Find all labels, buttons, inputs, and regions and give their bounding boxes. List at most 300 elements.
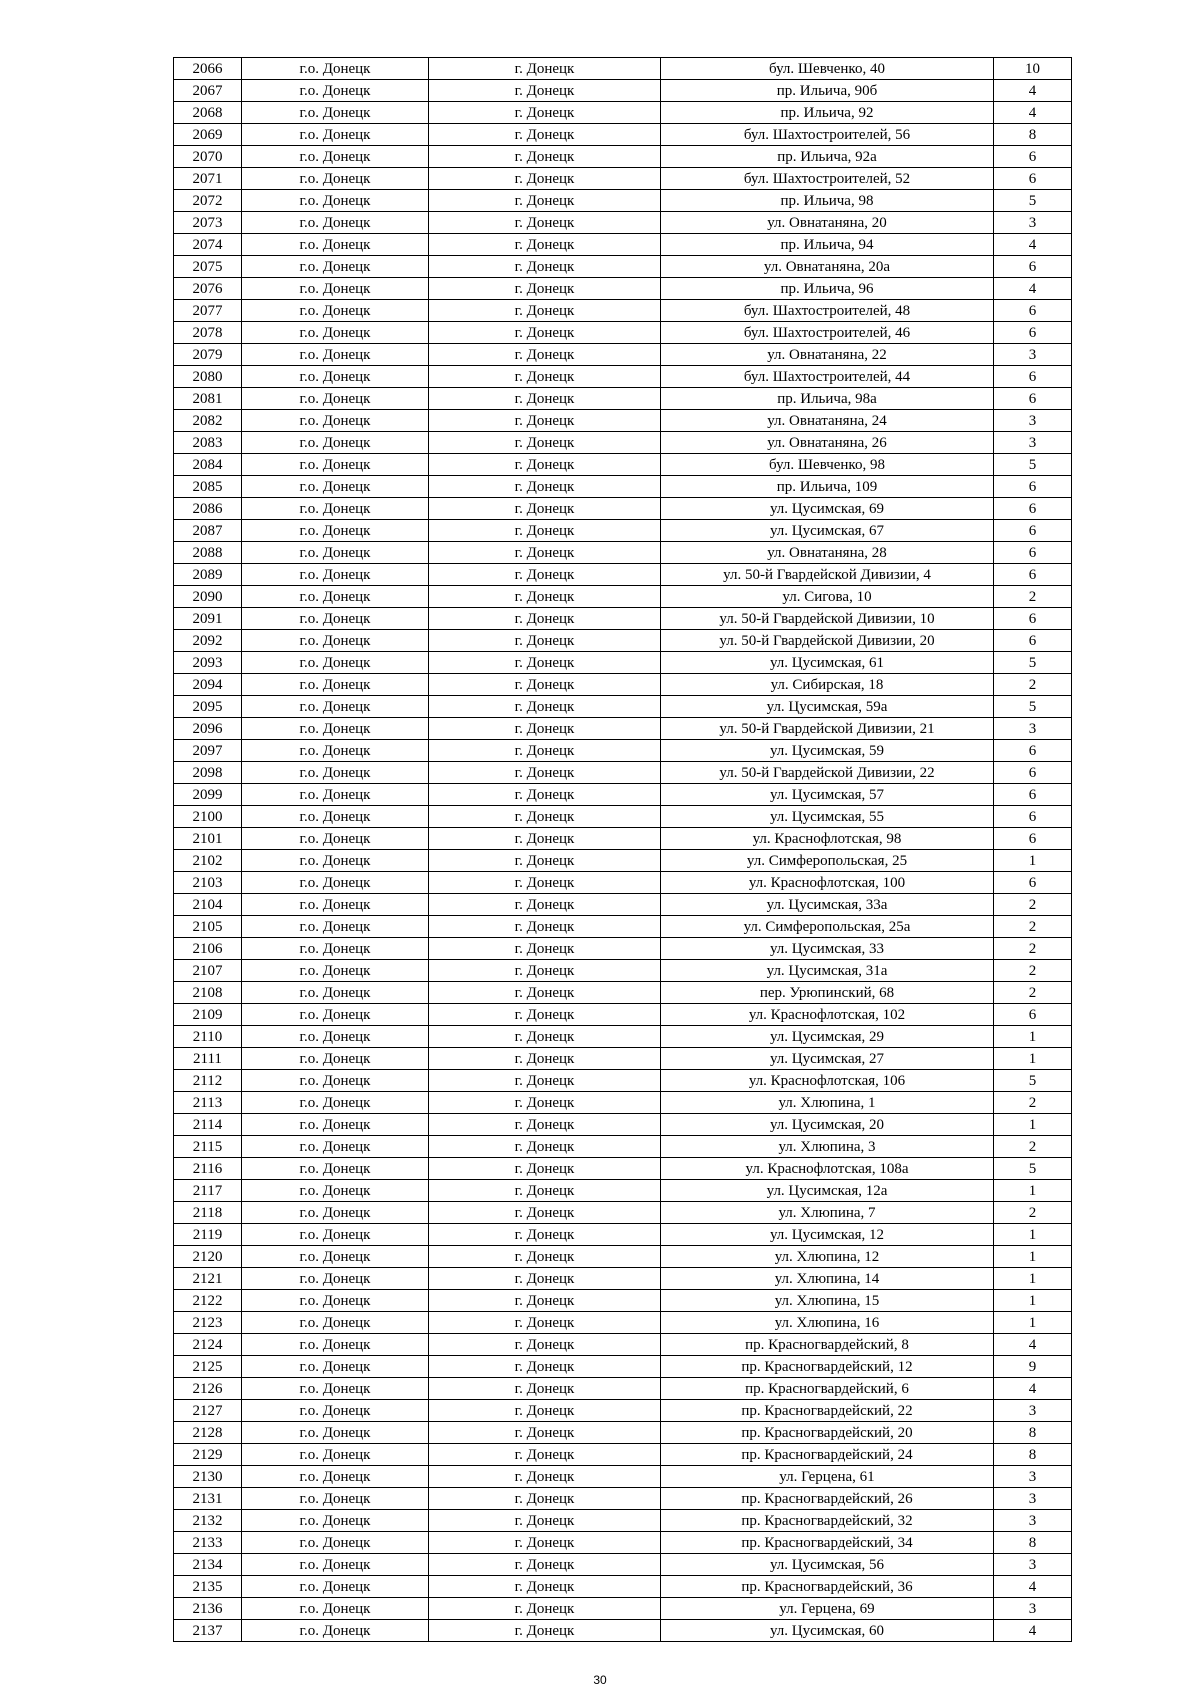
table-row [174, 1378, 1072, 1400]
okrug-cell: г.о. Донецк [242, 1400, 429, 1422]
city-cell: г. Донецк [429, 388, 661, 410]
city-cell: г. Донецк [429, 146, 661, 168]
row-number-cell: 2081 [174, 388, 242, 410]
count-cell: 3 [994, 1466, 1072, 1488]
address-cell: бул. Шевченко, 40 [661, 58, 994, 80]
row-number-cell: 2130 [174, 1466, 242, 1488]
table-row [174, 300, 1072, 322]
count-cell: 1 [994, 1026, 1072, 1048]
address-cell: ул. Краснофлотская, 100 [661, 872, 994, 894]
city-cell: г. Донецк [429, 124, 661, 146]
okrug-cell: г.о. Донецк [242, 300, 429, 322]
city-cell: г. Донецк [429, 1004, 661, 1026]
address-cell: пр. Красногвардейский, 8 [661, 1334, 994, 1356]
table-row [174, 1004, 1072, 1026]
row-number-cell: 2098 [174, 762, 242, 784]
city-cell: г. Донецк [429, 476, 661, 498]
city-cell: г. Донецк [429, 1510, 661, 1532]
table-row [174, 1048, 1072, 1070]
address-cell: ул. 50-й Гвардейской Дивизии, 21 [661, 718, 994, 740]
address-cell: ул. Овнатаняна, 20а [661, 256, 994, 278]
count-cell: 3 [994, 344, 1072, 366]
table-row [174, 828, 1072, 850]
address-cell: пр. Красногвардейский, 36 [661, 1576, 994, 1598]
address-cell: ул. 50-й Гвардейской Дивизии, 10 [661, 608, 994, 630]
address-cell: пр. Красногвардейский, 24 [661, 1444, 994, 1466]
table-row [174, 586, 1072, 608]
address-cell: ул. Цусимская, 69 [661, 498, 994, 520]
okrug-cell: г.о. Донецк [242, 190, 429, 212]
okrug-cell: г.о. Донецк [242, 1378, 429, 1400]
row-number-cell: 2106 [174, 938, 242, 960]
okrug-cell: г.о. Донецк [242, 410, 429, 432]
okrug-cell: г.о. Донецк [242, 1004, 429, 1026]
okrug-cell: г.о. Донецк [242, 1422, 429, 1444]
city-cell: г. Донецк [429, 1268, 661, 1290]
okrug-cell: г.о. Донецк [242, 806, 429, 828]
okrug-cell: г.о. Донецк [242, 146, 429, 168]
count-cell: 3 [994, 212, 1072, 234]
count-cell: 6 [994, 542, 1072, 564]
count-cell: 3 [994, 1554, 1072, 1576]
table-row [174, 454, 1072, 476]
okrug-cell: г.о. Донецк [242, 1312, 429, 1334]
row-number-cell: 2083 [174, 432, 242, 454]
address-cell: ул. Цусимская, 12 [661, 1224, 994, 1246]
table-row [174, 1246, 1072, 1268]
city-cell: г. Донецк [429, 168, 661, 190]
row-number-cell: 2129 [174, 1444, 242, 1466]
table-row [174, 388, 1072, 410]
count-cell: 3 [994, 718, 1072, 740]
okrug-cell: г.о. Донецк [242, 102, 429, 124]
count-cell: 2 [994, 916, 1072, 938]
city-cell: г. Донецк [429, 300, 661, 322]
row-number-cell: 2091 [174, 608, 242, 630]
count-cell: 4 [994, 1576, 1072, 1598]
address-cell: ул. Овнатаняна, 26 [661, 432, 994, 454]
city-cell: г. Донецк [429, 1598, 661, 1620]
table-row [174, 1510, 1072, 1532]
count-cell: 5 [994, 454, 1072, 476]
city-cell: г. Донецк [429, 256, 661, 278]
city-cell: г. Донецк [429, 960, 661, 982]
address-cell: пр. Красногвардейский, 26 [661, 1488, 994, 1510]
count-cell: 1 [994, 1246, 1072, 1268]
count-cell: 6 [994, 806, 1072, 828]
table-row [174, 498, 1072, 520]
table-row [174, 410, 1072, 432]
table-row [174, 1356, 1072, 1378]
row-number-cell: 2137 [174, 1620, 242, 1642]
count-cell: 4 [994, 80, 1072, 102]
count-cell: 5 [994, 190, 1072, 212]
address-cell: бул. Шевченко, 98 [661, 454, 994, 476]
table-row [174, 80, 1072, 102]
table-row [174, 564, 1072, 586]
row-number-cell: 2088 [174, 542, 242, 564]
count-cell: 6 [994, 762, 1072, 784]
table-row [174, 1576, 1072, 1598]
okrug-cell: г.о. Донецк [242, 960, 429, 982]
city-cell: г. Донецк [429, 872, 661, 894]
city-cell: г. Донецк [429, 190, 661, 212]
okrug-cell: г.о. Донецк [242, 1532, 429, 1554]
row-number-cell: 2070 [174, 146, 242, 168]
address-cell: ул. Цусимская, 61 [661, 652, 994, 674]
table-row [174, 718, 1072, 740]
row-number-cell: 2113 [174, 1092, 242, 1114]
okrug-cell: г.о. Донецк [242, 938, 429, 960]
city-cell: г. Донецк [429, 982, 661, 1004]
count-cell: 3 [994, 1488, 1072, 1510]
count-cell: 4 [994, 234, 1072, 256]
okrug-cell: г.о. Донецк [242, 168, 429, 190]
row-number-cell: 2108 [174, 982, 242, 1004]
city-cell: г. Донецк [429, 652, 661, 674]
row-number-cell: 2069 [174, 124, 242, 146]
count-cell: 6 [994, 520, 1072, 542]
row-number-cell: 2067 [174, 80, 242, 102]
okrug-cell: г.о. Донецк [242, 1466, 429, 1488]
address-cell: ул. Хлюпина, 7 [661, 1202, 994, 1224]
row-number-cell: 2076 [174, 278, 242, 300]
city-cell: г. Донецк [429, 1554, 661, 1576]
count-cell: 8 [994, 124, 1072, 146]
row-number-cell: 2096 [174, 718, 242, 740]
table-row [174, 916, 1072, 938]
page-number: 30 [593, 1673, 607, 1687]
address-cell: ул. Симферопольская, 25 [661, 850, 994, 872]
row-number-cell: 2094 [174, 674, 242, 696]
city-cell: г. Донецк [429, 278, 661, 300]
city-cell: г. Донецк [429, 234, 661, 256]
okrug-cell: г.о. Донецк [242, 564, 429, 586]
table-row [174, 1114, 1072, 1136]
city-cell: г. Донецк [429, 1466, 661, 1488]
row-number-cell: 2074 [174, 234, 242, 256]
table-row [174, 1620, 1072, 1642]
table-row [174, 146, 1072, 168]
okrug-cell: г.о. Донецк [242, 234, 429, 256]
address-cell: ул. 50-й Гвардейской Дивизии, 4 [661, 564, 994, 586]
address-cell: пер. Урюпинский, 68 [661, 982, 994, 1004]
address-cell: ул. Цусимская, 20 [661, 1114, 994, 1136]
address-cell: ул. Хлюпина, 1 [661, 1092, 994, 1114]
address-cell: ул. Цусимская, 60 [661, 1620, 994, 1642]
address-cell: ул. Овнатаняна, 20 [661, 212, 994, 234]
table-row [174, 1202, 1072, 1224]
city-cell: г. Донецк [429, 630, 661, 652]
count-cell: 8 [994, 1444, 1072, 1466]
city-cell: г. Донецк [429, 1070, 661, 1092]
address-cell: пр. Ильича, 90б [661, 80, 994, 102]
table-row [174, 1268, 1072, 1290]
city-cell: г. Донецк [429, 564, 661, 586]
okrug-cell: г.о. Донецк [242, 476, 429, 498]
okrug-cell: г.о. Донецк [242, 124, 429, 146]
table-row [174, 894, 1072, 916]
table-row [174, 1092, 1072, 1114]
row-number-cell: 2116 [174, 1158, 242, 1180]
table-row [174, 1444, 1072, 1466]
city-cell: г. Донецк [429, 1048, 661, 1070]
count-cell: 8 [994, 1532, 1072, 1554]
address-cell: бул. Шахтостроителей, 52 [661, 168, 994, 190]
address-cell: ул. Герцена, 69 [661, 1598, 994, 1620]
table-row [174, 806, 1072, 828]
city-cell: г. Донецк [429, 1400, 661, 1422]
city-cell: г. Донецк [429, 718, 661, 740]
city-cell: г. Донецк [429, 1180, 661, 1202]
address-cell: ул. Овнатаняна, 28 [661, 542, 994, 564]
table-row [174, 696, 1072, 718]
count-cell: 2 [994, 586, 1072, 608]
count-cell: 3 [994, 1400, 1072, 1422]
count-cell: 1 [994, 1180, 1072, 1202]
address-cell: ул. Цусимская, 33а [661, 894, 994, 916]
count-cell: 4 [994, 1378, 1072, 1400]
city-cell: г. Донецк [429, 498, 661, 520]
address-cell: ул. Цусимская, 56 [661, 1554, 994, 1576]
okrug-cell: г.о. Донецк [242, 1246, 429, 1268]
count-cell: 3 [994, 410, 1072, 432]
address-cell: ул. Герцена, 61 [661, 1466, 994, 1488]
table-row [174, 322, 1072, 344]
city-cell: г. Донецк [429, 1202, 661, 1224]
city-cell: г. Донецк [429, 542, 661, 564]
city-cell: г. Донецк [429, 784, 661, 806]
table-row [174, 1290, 1072, 1312]
address-cell: ул. Краснофлотская, 98 [661, 828, 994, 850]
city-cell: г. Донецк [429, 696, 661, 718]
table-row [174, 212, 1072, 234]
okrug-cell: г.о. Донецк [242, 212, 429, 234]
okrug-cell: г.о. Донецк [242, 1158, 429, 1180]
count-cell: 6 [994, 630, 1072, 652]
table-row [174, 630, 1072, 652]
count-cell: 6 [994, 300, 1072, 322]
okrug-cell: г.о. Донецк [242, 1576, 429, 1598]
okrug-cell: г.о. Донецк [242, 630, 429, 652]
table-row [174, 1334, 1072, 1356]
address-cell: ул. Симферопольская, 25а [661, 916, 994, 938]
city-cell: г. Донецк [429, 1378, 661, 1400]
table-row [174, 344, 1072, 366]
table-row [174, 1400, 1072, 1422]
count-cell: 1 [994, 1114, 1072, 1136]
okrug-cell: г.о. Донецк [242, 520, 429, 542]
count-cell: 5 [994, 652, 1072, 674]
okrug-cell: г.о. Донецк [242, 828, 429, 850]
row-number-cell: 2119 [174, 1224, 242, 1246]
okrug-cell: г.о. Донецк [242, 916, 429, 938]
count-cell: 4 [994, 1334, 1072, 1356]
count-cell: 1 [994, 850, 1072, 872]
okrug-cell: г.о. Донецк [242, 1598, 429, 1620]
address-cell: пр. Красногвардейский, 32 [661, 1510, 994, 1532]
count-cell: 6 [994, 564, 1072, 586]
row-number-cell: 2127 [174, 1400, 242, 1422]
address-cell: пр. Ильича, 98а [661, 388, 994, 410]
table-row [174, 652, 1072, 674]
okrug-cell: г.о. Донецк [242, 1268, 429, 1290]
count-cell: 6 [994, 784, 1072, 806]
address-cell: ул. Хлюпина, 15 [661, 1290, 994, 1312]
row-number-cell: 2134 [174, 1554, 242, 1576]
row-number-cell: 2097 [174, 740, 242, 762]
city-cell: г. Донецк [429, 344, 661, 366]
table-row [174, 432, 1072, 454]
table-row [174, 366, 1072, 388]
count-cell: 1 [994, 1290, 1072, 1312]
count-cell: 2 [994, 1202, 1072, 1224]
count-cell: 1 [994, 1224, 1072, 1246]
okrug-cell: г.о. Донецк [242, 1620, 429, 1642]
table-row [174, 938, 1072, 960]
table-row [174, 1554, 1072, 1576]
okrug-cell: г.о. Донецк [242, 80, 429, 102]
table-row [174, 476, 1072, 498]
row-number-cell: 2128 [174, 1422, 242, 1444]
address-cell: пр. Ильича, 94 [661, 234, 994, 256]
address-cell: ул. Хлюпина, 14 [661, 1268, 994, 1290]
city-cell: г. Донецк [429, 58, 661, 80]
table-row [174, 1422, 1072, 1444]
count-cell: 2 [994, 1136, 1072, 1158]
table-row [174, 1466, 1072, 1488]
address-table [173, 57, 1072, 1642]
okrug-cell: г.о. Донецк [242, 850, 429, 872]
row-number-cell: 2085 [174, 476, 242, 498]
table-row [174, 542, 1072, 564]
count-cell: 6 [994, 498, 1072, 520]
row-number-cell: 2121 [174, 1268, 242, 1290]
row-number-cell: 2102 [174, 850, 242, 872]
okrug-cell: г.о. Донецк [242, 1224, 429, 1246]
table-row [174, 1488, 1072, 1510]
row-number-cell: 2080 [174, 366, 242, 388]
table-row [174, 872, 1072, 894]
count-cell: 2 [994, 960, 1072, 982]
table-row [174, 124, 1072, 146]
city-cell: г. Донецк [429, 916, 661, 938]
row-number-cell: 2126 [174, 1378, 242, 1400]
count-cell: 6 [994, 168, 1072, 190]
city-cell: г. Донецк [429, 1422, 661, 1444]
okrug-cell: г.о. Донецк [242, 1334, 429, 1356]
table-row [174, 256, 1072, 278]
address-cell: пр. Ильича, 109 [661, 476, 994, 498]
count-cell: 4 [994, 1620, 1072, 1642]
row-number-cell: 2114 [174, 1114, 242, 1136]
address-cell: пр. Красногвардейский, 34 [661, 1532, 994, 1554]
count-cell: 6 [994, 1004, 1072, 1026]
row-number-cell: 2071 [174, 168, 242, 190]
table-row [174, 982, 1072, 1004]
city-cell: г. Донецк [429, 1246, 661, 1268]
address-cell: ул. Краснофлотская, 102 [661, 1004, 994, 1026]
row-number-cell: 2072 [174, 190, 242, 212]
row-number-cell: 2101 [174, 828, 242, 850]
row-number-cell: 2133 [174, 1532, 242, 1554]
count-cell: 6 [994, 740, 1072, 762]
okrug-cell: г.о. Донецк [242, 1444, 429, 1466]
city-cell: г. Донецк [429, 322, 661, 344]
city-cell: г. Донецк [429, 520, 661, 542]
row-number-cell: 2109 [174, 1004, 242, 1026]
row-number-cell: 2082 [174, 410, 242, 432]
table-row [174, 850, 1072, 872]
row-number-cell: 2135 [174, 1576, 242, 1598]
city-cell: г. Донецк [429, 1532, 661, 1554]
address-cell: ул. Хлюпина, 12 [661, 1246, 994, 1268]
okrug-cell: г.о. Донецк [242, 1092, 429, 1114]
okrug-cell: г.о. Донецк [242, 762, 429, 784]
address-cell: ул. Сибирская, 18 [661, 674, 994, 696]
okrug-cell: г.о. Донецк [242, 542, 429, 564]
address-cell: ул. Цусимская, 31а [661, 960, 994, 982]
city-cell: г. Донецк [429, 1224, 661, 1246]
okrug-cell: г.о. Донецк [242, 1070, 429, 1092]
city-cell: г. Донецк [429, 740, 661, 762]
city-cell: г. Донецк [429, 102, 661, 124]
okrug-cell: г.о. Донецк [242, 1356, 429, 1378]
address-table-body [174, 58, 1072, 1642]
city-cell: г. Донецк [429, 1356, 661, 1378]
city-cell: г. Донецк [429, 762, 661, 784]
table-row [174, 1136, 1072, 1158]
table-row [174, 740, 1072, 762]
city-cell: г. Донецк [429, 674, 661, 696]
city-cell: г. Донецк [429, 1092, 661, 1114]
okrug-cell: г.о. Донецк [242, 1114, 429, 1136]
city-cell: г. Донецк [429, 894, 661, 916]
city-cell: г. Донецк [429, 1290, 661, 1312]
okrug-cell: г.о. Донецк [242, 388, 429, 410]
okrug-cell: г.о. Донецк [242, 58, 429, 80]
table-row [174, 1532, 1072, 1554]
address-cell: бул. Шахтостроителей, 48 [661, 300, 994, 322]
okrug-cell: г.о. Донецк [242, 586, 429, 608]
address-cell: ул. Цусимская, 55 [661, 806, 994, 828]
row-number-cell: 2095 [174, 696, 242, 718]
okrug-cell: г.о. Донецк [242, 608, 429, 630]
count-cell: 4 [994, 278, 1072, 300]
table-row [174, 168, 1072, 190]
row-number-cell: 2111 [174, 1048, 242, 1070]
okrug-cell: г.о. Донецк [242, 1554, 429, 1576]
count-cell: 2 [994, 1092, 1072, 1114]
city-cell: г. Донецк [429, 454, 661, 476]
address-cell: ул. Краснофлотская, 106 [661, 1070, 994, 1092]
row-number-cell: 2090 [174, 586, 242, 608]
address-cell: ул. Цусимская, 59 [661, 740, 994, 762]
okrug-cell: г.о. Донецк [242, 718, 429, 740]
table-row [174, 674, 1072, 696]
city-cell: г. Донецк [429, 212, 661, 234]
table-row [174, 1026, 1072, 1048]
count-cell: 9 [994, 1356, 1072, 1378]
row-number-cell: 2125 [174, 1356, 242, 1378]
count-cell: 5 [994, 696, 1072, 718]
row-number-cell: 2115 [174, 1136, 242, 1158]
okrug-cell: г.о. Донецк [242, 1136, 429, 1158]
count-cell: 2 [994, 674, 1072, 696]
address-cell: пр. Ильича, 92а [661, 146, 994, 168]
table-row [174, 520, 1072, 542]
okrug-cell: г.о. Донецк [242, 1026, 429, 1048]
